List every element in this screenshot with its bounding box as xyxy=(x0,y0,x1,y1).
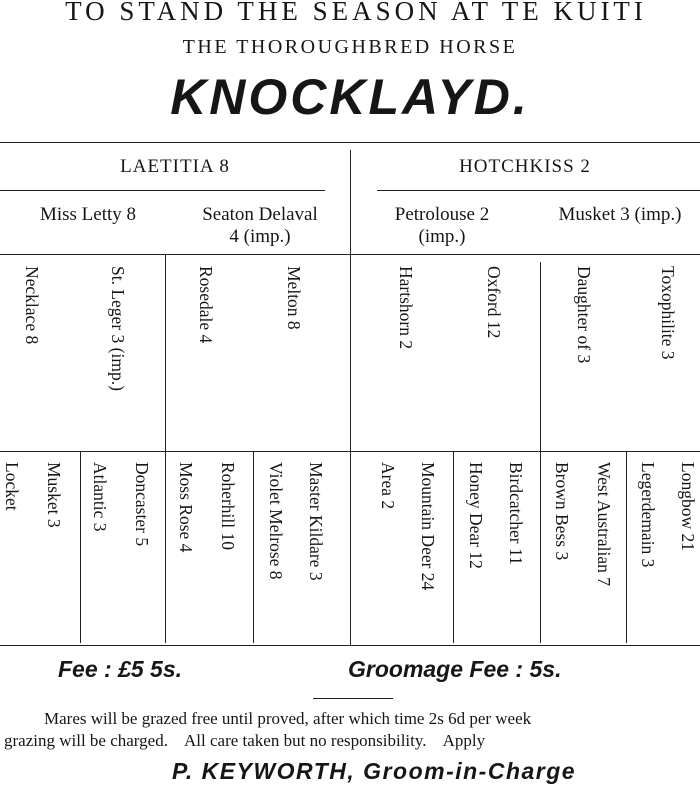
ancestor-name: Hartshorn 2 xyxy=(396,266,416,350)
column-divider xyxy=(540,262,541,643)
column-divider xyxy=(626,452,627,643)
short-divider xyxy=(313,698,393,699)
grandparent-line: Seaton Delaval xyxy=(202,204,318,225)
row-rule-dam xyxy=(0,190,325,191)
ancestor-name: Longbow 21 xyxy=(678,462,698,551)
ancestor-name: Birdcatcher 11 xyxy=(506,462,526,565)
ancestor-name: St. Leger 3 (imp.) xyxy=(108,266,128,391)
ancestor-name: Locket xyxy=(2,462,22,511)
grandparent-cell xyxy=(372,204,512,248)
stud-fee: Fee : £5 5s. xyxy=(58,656,183,682)
table-bottom-rule xyxy=(0,645,700,646)
ancestor-name: Daughter of 3 xyxy=(574,266,594,364)
ancestor-name: Musket 3 xyxy=(44,462,64,528)
dam-name: LAETITIA 8 xyxy=(120,156,230,177)
ancestor-name: Honey Dear 12 xyxy=(466,462,486,569)
notice-line: Mares will be grazed free until proved, after which time 2s 6d per week xyxy=(44,709,532,728)
ancestor-name: Atlantic 3 xyxy=(90,462,110,532)
ancestor-name: Brown Bess 3 xyxy=(552,462,572,561)
ancestor-name: West Australian 7 xyxy=(594,462,614,586)
notice-line: grazing will be charged. All care taken but no responsibility. Apply xyxy=(4,731,486,750)
groomage-fee: Groomage Fee : 5s. xyxy=(348,656,562,682)
ancestor-name: Doncaster 5 xyxy=(132,462,152,547)
row-rule xyxy=(0,254,700,255)
ancestor-name: Mountain Deer 24 xyxy=(418,462,438,591)
contact-line: P. KEYWORTH, Groom-in-Charge xyxy=(172,758,577,784)
grandparent-cell: Miss Letty 8 xyxy=(39,204,137,225)
headline: TO STAND THE SEASON AT TE KUITI xyxy=(65,0,647,26)
column-divider xyxy=(165,255,166,643)
column-divider xyxy=(453,452,454,643)
table-top-rule xyxy=(0,142,700,143)
ancestor-name: Necklace 8 xyxy=(22,266,42,345)
ancestor-name: Oxford 12 xyxy=(484,266,504,339)
grandparent-line: 4 (imp.) xyxy=(229,226,291,247)
grandparent-cell xyxy=(170,204,350,248)
horse-name: KNOCKLAYD. xyxy=(170,69,530,125)
ancestor-name: Rosedale 4 xyxy=(196,266,216,344)
grandparent-line: (imp.) xyxy=(418,226,466,247)
grazing-notice xyxy=(0,708,700,752)
grandparent-line: Petrolouse 2 xyxy=(394,204,490,225)
subheading: THE THOROUGHBRED HORSE xyxy=(182,36,518,58)
ancestor-name: Violet Melrose 8 xyxy=(266,462,286,580)
row-rule-sire xyxy=(377,190,700,191)
sire-name: HOTCHKISS 2 xyxy=(459,156,591,177)
ancestor-name: Toxophilite 3 xyxy=(658,266,678,360)
ancestor-name: Area 2 xyxy=(378,462,398,510)
column-divider xyxy=(253,452,254,643)
ancestor-name: Master Kildare 3 xyxy=(306,462,326,581)
center-divider xyxy=(350,150,351,646)
grandparent-cell: Musket 3 (imp.) xyxy=(558,204,682,225)
ancestor-name: Roherhill 10 xyxy=(218,462,238,550)
ancestor-name: Moss Rose 4 xyxy=(176,462,196,553)
ancestor-name: Melton 8 xyxy=(284,266,304,330)
ancestor-name: Legerdemain 3 xyxy=(638,462,658,568)
column-divider xyxy=(80,452,81,643)
row-rule xyxy=(0,451,700,452)
